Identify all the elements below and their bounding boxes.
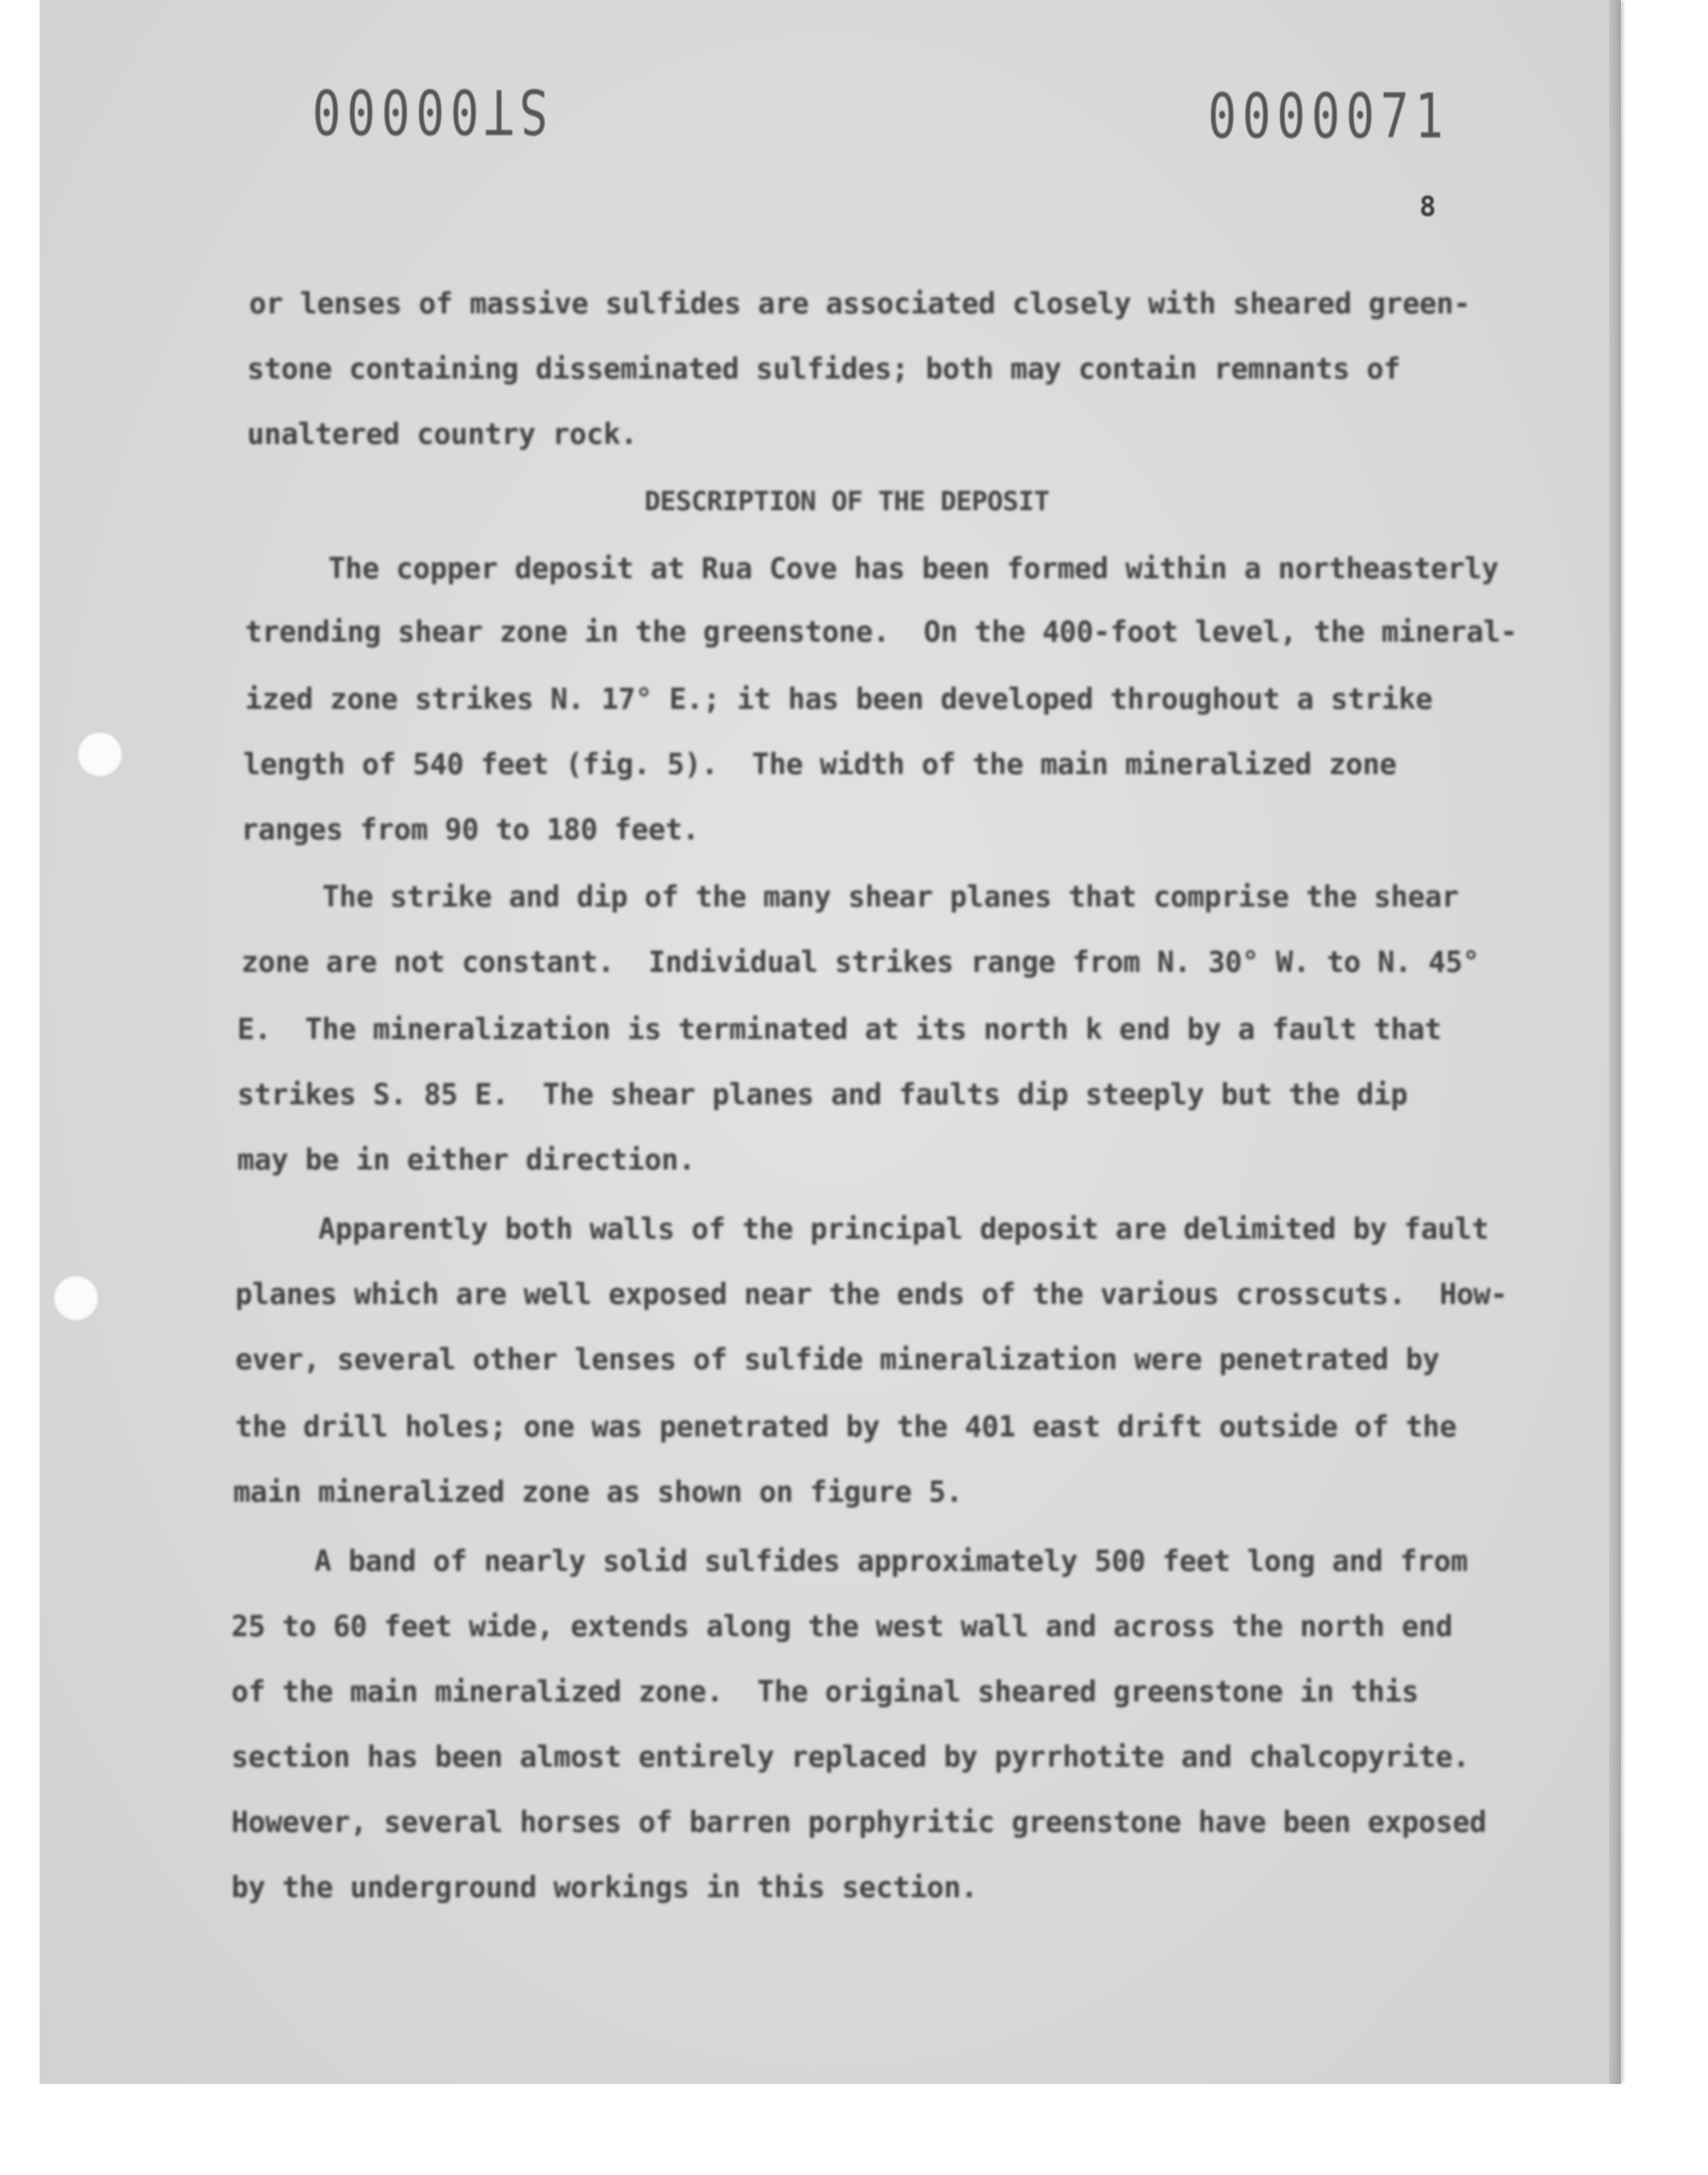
punch-hole-top	[77, 732, 123, 777]
text-line: stone containing disseminated sulfides; both may contain remnants of	[247, 352, 1401, 386]
document-stamp-right: 0000071	[1208, 80, 1450, 153]
text-line: The copper deposit at Rua Cove has been formed within a northeasterly	[328, 552, 1499, 585]
text-line: A band of nearly solid sulfides approximately 500 feet long and from	[314, 1544, 1468, 1578]
text-line: strikes S. 85 E. The shear planes and faults dip steeply but the dip	[237, 1078, 1409, 1111]
text-line: E. The mineralization is terminated at its north k end by a fault that	[237, 1012, 1442, 1046]
text-line: by the underground workings in this section.	[231, 1870, 979, 1904]
text-line: ever, several other lenses of sulfide mineralization were penetrated by	[235, 1343, 1440, 1376]
text-line: ized zone strikes N. 17° E.; it has been developed throughout a strike	[245, 682, 1433, 716]
section-heading: DESCRIPTION OF THE DEPOSIT	[644, 486, 1050, 517]
punch-hole-bottom	[53, 1275, 99, 1321]
page-edge-shadow	[1609, 0, 1621, 2084]
text-line: main mineralized zone as shown on figure 5.	[233, 1475, 963, 1509]
text-line: may be in either direction.	[237, 1143, 696, 1176]
text-line: However, several horses of barren porphyritic greenstone have been exposed	[231, 1805, 1487, 1839]
text-line: 25 to 60 feet wide, extends along the west wall and across the north end	[231, 1610, 1453, 1643]
text-line: of the main mineralized zone. The original sheared greenstone in this	[231, 1675, 1419, 1708]
text-line: zone are not constant. Individual strikes range from N. 30° W. to N. 45°	[241, 945, 1480, 979]
text-line: Apparently both walls of the principal deposit are delimited by fault	[318, 1212, 1490, 1246]
text-line: ranges from 90 to 180 feet.	[241, 813, 700, 846]
text-line: planes which are well exposed near the ends of the various crosscuts. How-	[235, 1277, 1507, 1311]
text-line: unaltered country rock.	[247, 417, 638, 451]
document-stamp-left: ST00000	[306, 74, 549, 147]
text-line: length of 540 feet (fig. 5). The width of the main mineralized zone	[243, 747, 1397, 781]
text-line: the drill holes; one was penetrated by the 401 east drift outside of the	[235, 1410, 1457, 1443]
text-line: trending shear zone in the greenstone. On the 400-foot level, the mineral-	[245, 615, 1517, 649]
text-line: section has been almost entirely replaced by pyrrhotite and chalcopyrite.	[231, 1740, 1470, 1774]
page-number: 8	[1419, 190, 1436, 222]
text-line: The strike and dip of the many shear planes that comprise the shear	[322, 880, 1459, 914]
text-line: or lenses of massive sulfides are associated closely with sheared green-	[249, 287, 1471, 320]
